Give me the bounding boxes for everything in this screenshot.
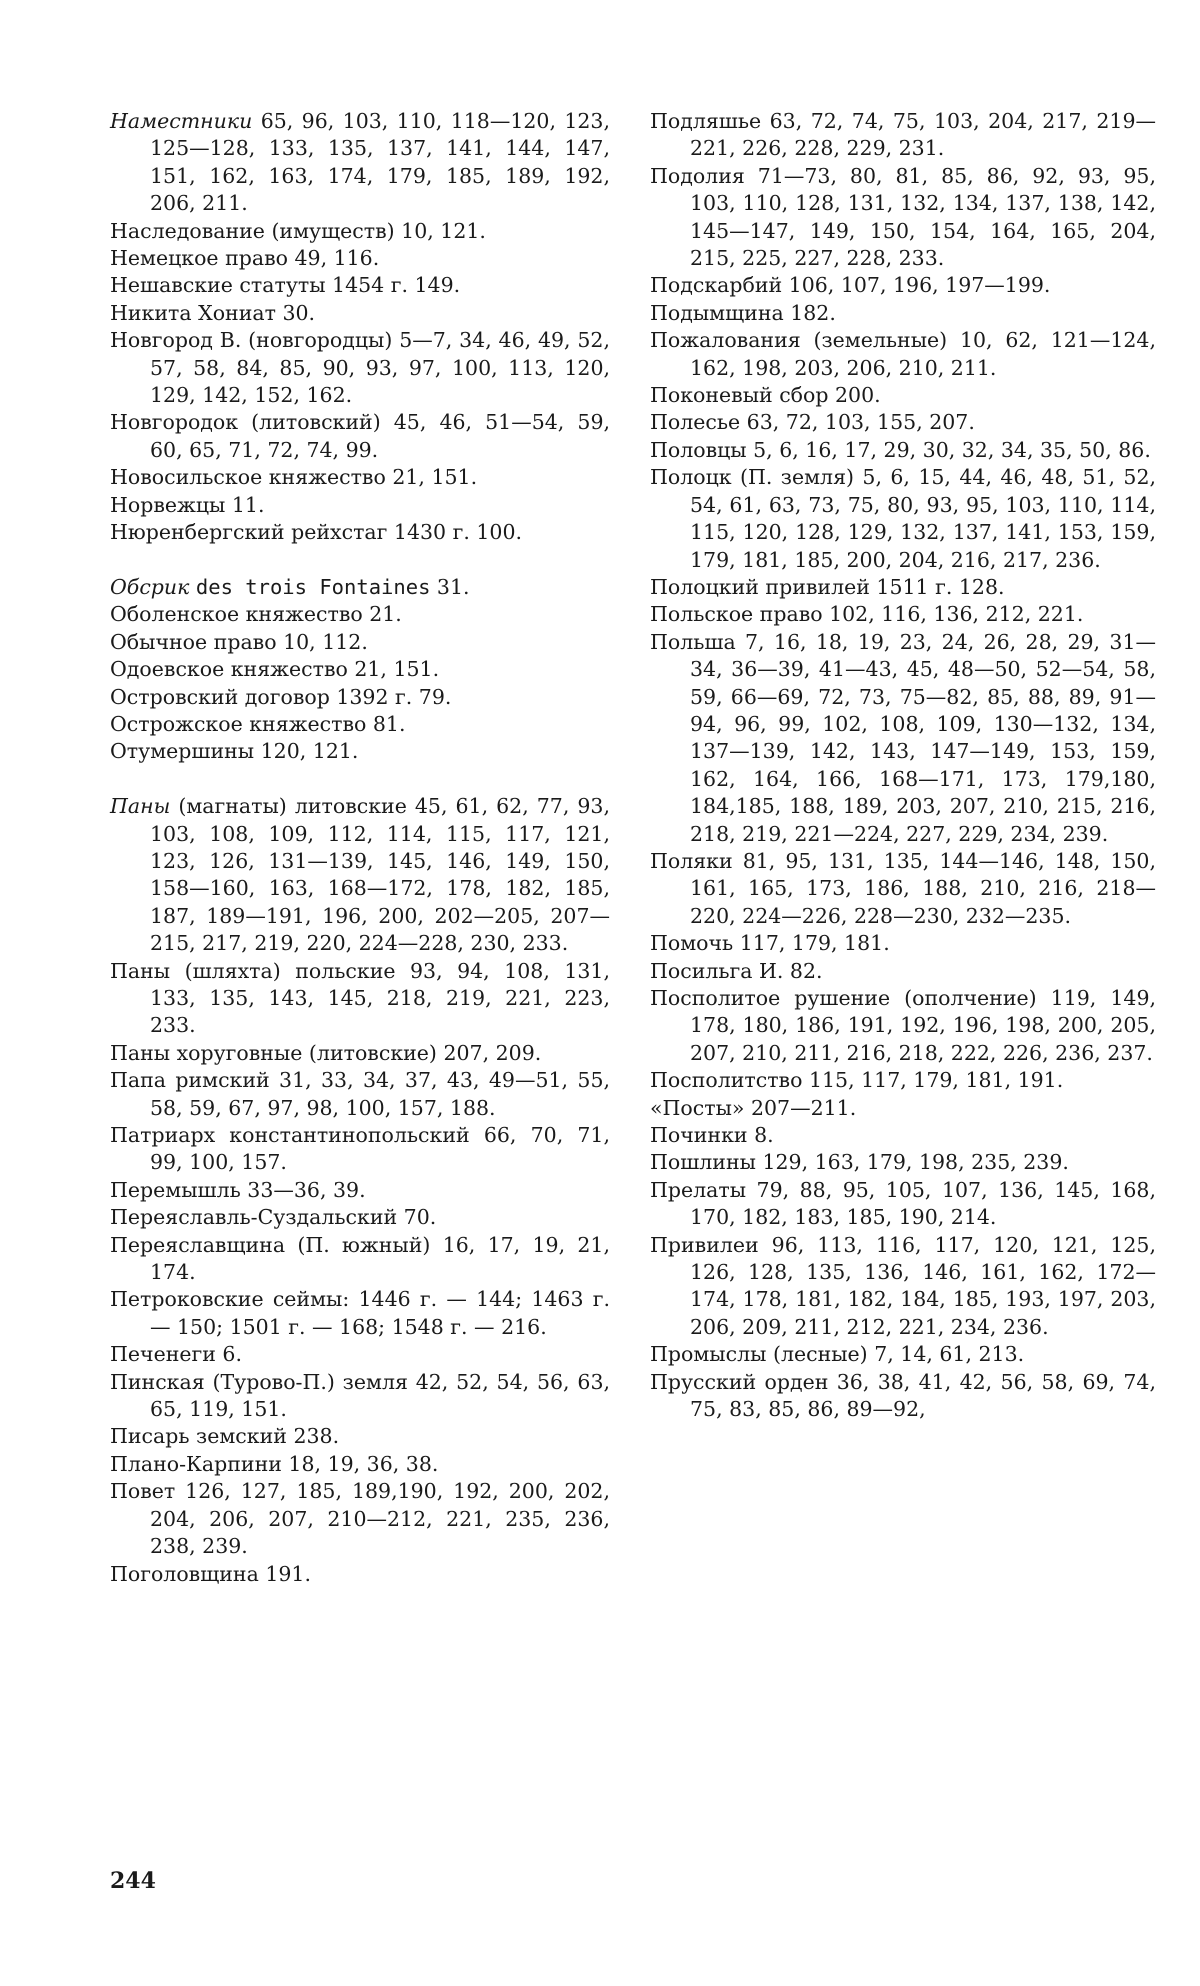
index-entry bbox=[650, 1177, 1156, 1232]
index-entry-text: Обычное право 10, 112. bbox=[110, 629, 368, 654]
index-entry-text: Наследование (имуществ) 10, 121. bbox=[110, 218, 486, 243]
index-entry-text: Немецкое право 49, 116. bbox=[110, 246, 380, 271]
index-entry-text: Новосильское княжество 21, 151. bbox=[110, 465, 478, 490]
index-entry-text: Островский договор 1392 г. 79. bbox=[110, 684, 452, 709]
index-entry bbox=[110, 1122, 610, 1177]
index-entry-text: Пинская (Турово-П.) земля 42, 52, 54, 56, 63, 65, 119, 151. bbox=[110, 1369, 610, 1422]
index-entry bbox=[650, 1232, 1156, 1342]
index-entry bbox=[110, 218, 610, 245]
index-entry-text: Оболенское княжество 21. bbox=[110, 602, 402, 627]
index-entry-text: Посполитство 115, 117, 179, 181, 191. bbox=[650, 1068, 1064, 1093]
index-entry-text: Полоцк (П. земля) 5, 6, 15, 44, 46, 48, 51, 52, 54, 61, 63, 73, 75, 80, 93, 95, 103, 110, 114, 115, 120, 128, 129, 132, 137, 141, 153, 159, 179, 181, 185, 200, 204, 216, 217, 236. bbox=[650, 465, 1156, 572]
index-entry bbox=[110, 958, 610, 1040]
index-entry bbox=[110, 300, 610, 327]
index-entry-text: Пошлины 129, 163, 179, 198, 235, 239. bbox=[650, 1150, 1069, 1175]
index-entry bbox=[650, 1067, 1156, 1094]
index-entry bbox=[110, 793, 610, 957]
index-entry bbox=[110, 574, 610, 601]
index-entry bbox=[110, 1561, 610, 1588]
index-entry-text: Подолия 71—73, 80, 81, 85, 86, 92, 93, 95, 103, 110, 128, 131, 132, 134, 137, 138, 142, 145—147, 149, 150, 154, 164, 165, 204, 215, 225, 227, 228, 233. bbox=[650, 163, 1156, 271]
index-entry bbox=[110, 245, 610, 272]
index-entry bbox=[650, 300, 1156, 327]
index-entry-text: Патриарх константинопольский 66, 70, 71, 99, 100, 157. bbox=[110, 1123, 610, 1175]
index-entry bbox=[110, 1341, 610, 1368]
index-entry-text: Прелаты 79, 88, 95, 105, 107, 136, 145, 168, 170, 182, 183, 185, 190, 214. bbox=[650, 1177, 1156, 1230]
index-entry-text: Повет 126, 127, 185, 189,190, 192, 200, 202, 204, 206, 207, 210—212, 221, 235, 236, 238, 239. bbox=[110, 1479, 610, 1559]
index-entry-text: Новгородок (литовский) 45, 46, 51—54, 59, 60, 65, 71, 72, 74, 99. bbox=[110, 410, 610, 462]
index-entry bbox=[110, 327, 610, 409]
index-entry bbox=[650, 1369, 1156, 1424]
index-entry bbox=[110, 1286, 610, 1341]
index-entry bbox=[650, 382, 1156, 409]
index-entry bbox=[110, 1204, 610, 1231]
index-entry-text: Поголовщина 191. bbox=[110, 1561, 311, 1586]
index-entry-text: Печенеги 6. bbox=[110, 1342, 242, 1367]
index-entry-text: Подскарбий 106, 107, 196, 197—199. bbox=[650, 273, 1051, 298]
index-entry-text: Промыслы (лесные) 7, 14, 61, 213. bbox=[650, 1342, 1025, 1367]
index-entry-text: Переяславль-Суздальский 70. bbox=[110, 1205, 437, 1230]
index-entry-text: «Посты» 207—211. bbox=[650, 1095, 857, 1120]
index-entry bbox=[110, 656, 610, 683]
index-entry bbox=[110, 601, 610, 628]
index-entry-text: Посильга И. 82. bbox=[650, 958, 823, 983]
index-entry-text: Папа римский 31, 33, 34, 37, 43, 49—51, 55, 58, 59, 67, 97, 98, 100, 157, 188. bbox=[110, 1068, 610, 1120]
index-entry bbox=[110, 1369, 610, 1424]
index-entry bbox=[650, 1149, 1156, 1176]
index-entry-text: Нешавские статуты 1454 г. 149. bbox=[110, 273, 461, 298]
index-entry-heading: Паны bbox=[110, 794, 171, 819]
index-entry bbox=[650, 409, 1156, 436]
index-entry bbox=[110, 1040, 610, 1067]
index-entry-text: Нюренбергский рейхстаг 1430 г. 100. bbox=[110, 520, 523, 545]
index-entry-text: Паны (шляхта) польские 93, 94, 108, 131, 133, 135, 143, 145, 218, 219, 221, 223, 233. bbox=[110, 958, 610, 1038]
index-entry-text: Переяславщина (П. южный) 16, 17, 19, 21, 174. bbox=[110, 1232, 610, 1285]
index-entry-text: Писарь земский 238. bbox=[110, 1424, 340, 1449]
index-entry-heading: Обсрик bbox=[110, 574, 190, 599]
index-entry bbox=[650, 985, 1156, 1067]
index-entry bbox=[110, 1451, 610, 1478]
index-entry bbox=[110, 492, 610, 519]
index-entry bbox=[110, 684, 610, 711]
index-column-right bbox=[650, 108, 1156, 1424]
index-entry bbox=[110, 464, 610, 491]
index-entry bbox=[650, 848, 1156, 930]
index-entry bbox=[650, 1095, 1156, 1122]
index-entry bbox=[110, 1232, 610, 1287]
index-entry-text: Помочь 117, 179, 181. bbox=[650, 931, 890, 956]
index-entry bbox=[110, 1423, 610, 1450]
index-entry-text: Посполитое рушение (ополчение) 119, 149, 178, 180, 186, 191, 192, 196, 198, 200, 205, 207, 210, 211, 216, 218, 222, 226, 236, 237. bbox=[650, 986, 1156, 1065]
index-entry-text: Перемышль 33—36, 39. bbox=[110, 1177, 366, 1202]
index-entry-text: Плано-Карпини 18, 19, 36, 38. bbox=[110, 1451, 439, 1476]
index-entry-text: Подымщина 182. bbox=[650, 300, 836, 325]
index-column-left bbox=[110, 108, 610, 1588]
index-entry-heading: Наместники bbox=[110, 109, 253, 133]
index-entry bbox=[650, 1341, 1156, 1368]
index-entry-text: Острожское княжество 81. bbox=[110, 711, 406, 736]
index-entry-text: Паны хоруговные (литовские) 207, 209. bbox=[110, 1040, 542, 1065]
index-entry bbox=[650, 108, 1156, 163]
index-entry bbox=[110, 108, 610, 218]
page-number: 244 bbox=[110, 1868, 156, 1894]
index-entry-text: Поляки 81, 95, 131, 135, 144—146, 148, 150, 161, 165, 173, 186, 188, 210, 216, 218—220, 224—226, 228—230, 232—235. bbox=[650, 848, 1156, 928]
index-entry-text: Никита Хониат 30. bbox=[110, 300, 316, 325]
index-entry bbox=[650, 601, 1156, 628]
index-entry-text: Польша 7, 16, 18, 19, 23, 24, 26, 28, 29, 31—34, 36—39, 41—43, 45, 48—50, 52—54, 58, 59, 66—69, 72, 73, 75—82, 85, 88, 89, 91—94, 96, 99, 102, 108, 109, 130—132, 134, 137—139, 142, 143, 147—149, 153, 159, 162, 164, 166, 168—171, 173, 179,180, 184,185, 188, 189, 203, 207, 210, 215, 216, 218, 219, 221—224, 227, 229, 234, 239. bbox=[650, 629, 1156, 846]
index-entry bbox=[110, 1177, 610, 1204]
index-entry bbox=[110, 711, 610, 738]
index-entry bbox=[650, 1122, 1156, 1149]
index-entry bbox=[650, 930, 1156, 957]
index-entry bbox=[650, 464, 1156, 574]
index-entry bbox=[650, 272, 1156, 299]
index-entry-latin: des trois Fontaines bbox=[195, 574, 431, 599]
index-entry-text: Пожалования (земельные) 10, 62, 121—124, 162, 198, 203, 206, 210, 211. bbox=[650, 328, 1156, 380]
index-entry-text: Половцы 5, 6, 16, 17, 29, 30, 32, 34, 35, 50, 86. bbox=[650, 437, 1151, 462]
index-entry-text: Польское право 102, 116, 136, 212, 221. bbox=[650, 602, 1084, 627]
index-entry-text: Прусский орден 36, 38, 41, 42, 56, 58, 69, 74, 75, 83, 85, 86, 89—92, bbox=[650, 1369, 1156, 1422]
index-entry-text: Починки 8. bbox=[650, 1123, 774, 1148]
index-entry-text: Поконевый сбор 200. bbox=[650, 383, 881, 408]
index-entry-text: Полоцкий привилей 1511 г. 128. bbox=[650, 574, 1005, 599]
index-entry bbox=[110, 1067, 610, 1122]
index-entry-text: Одоевское княжество 21, 151. bbox=[110, 657, 440, 682]
index-entry bbox=[110, 738, 610, 765]
index-entry bbox=[650, 958, 1156, 985]
index-entry bbox=[650, 437, 1156, 464]
index-entry bbox=[110, 629, 610, 656]
index-entry-text: 65, 96, 103, 110, 118—120, 123, 125—128, 133, 135, 137, 141, 144, 147, 151, 162, 163, 174, 179, 185, 189, 192, 206, 211. bbox=[150, 109, 610, 216]
index-entry bbox=[110, 1478, 610, 1560]
index-entry bbox=[110, 272, 610, 299]
index-entry bbox=[650, 327, 1156, 382]
index-entry-text: Привилеи 96, 113, 116, 117, 120, 121, 125, 126, 128, 135, 136, 146, 161, 162, 172—174, 178, 181, 182, 184, 185, 193, 197, 203, 206, 209, 211, 212, 221, 234, 236. bbox=[650, 1232, 1156, 1339]
index-entry-text: 31. bbox=[430, 574, 470, 599]
index-entry-text: (магнаты) литовские 45, 61, 62, 77, 93, 103, 108, 109, 112, 114, 115, 117, 121, 123, 126, 131—139, 145, 146, 149, 150, 158—160, 163, 168—172, 178, 182, 185, 187, 189—191, 196, 200, 202—205, 207—215, 217, 219, 220, 224—228, 230, 233. bbox=[150, 794, 610, 956]
index-entry-text: Новгород В. (новгородцы) 5—7, 34, 46, 49, 52, 57, 58, 84, 85, 90, 93, 97, 100, 113, 120, 129, 142, 152, 162. bbox=[110, 328, 610, 408]
index-entry bbox=[110, 409, 610, 464]
index-entry bbox=[110, 519, 610, 546]
index-entry bbox=[650, 629, 1156, 848]
index-entry bbox=[650, 574, 1156, 601]
index-entry-text: Полесье 63, 72, 103, 155, 207. bbox=[650, 410, 975, 435]
index-entry-text: Петроковские сеймы: 1446 г. — 144; 1463 г. — 150; 1501 г. — 168; 1548 г. — 216. bbox=[110, 1287, 610, 1339]
index-entry-text: Подляшье 63, 72, 74, 75, 103, 204, 217, 219—221, 226, 228, 229, 231. bbox=[650, 109, 1156, 161]
index-entry-text: Норвежцы 11. bbox=[110, 492, 265, 517]
index-entry bbox=[650, 163, 1156, 273]
index-entry-text: Отумершины 120, 121. bbox=[110, 739, 359, 764]
